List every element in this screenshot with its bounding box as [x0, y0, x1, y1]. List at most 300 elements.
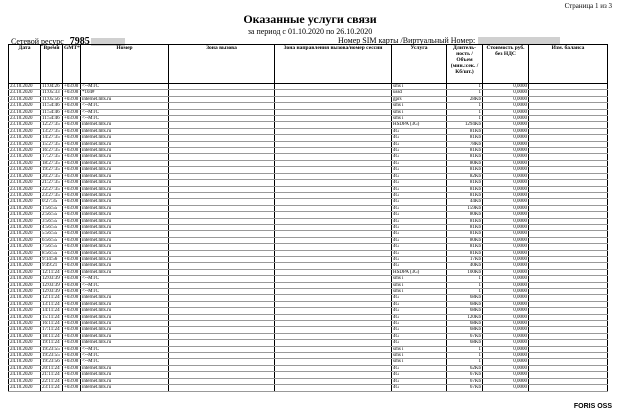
cell-cost: 0,0000 [483, 372, 529, 378]
cell-cost: 0,0000 [483, 103, 529, 109]
cell-service: sms i [392, 346, 447, 352]
cell-time: 13:11:24 [41, 301, 63, 307]
cell-cost: 0,0000 [483, 282, 529, 288]
cell-gmt: +03:00 [63, 244, 81, 250]
cell-number: internet.mts.ru [81, 173, 169, 179]
cell-service: sms i [392, 109, 447, 115]
cell-service: 4G [392, 295, 447, 301]
cell-date: 24.10.2020 [9, 378, 41, 384]
cell-date: 24.10.2020 [9, 276, 41, 282]
cell-time: 11:54:46 [41, 109, 63, 115]
cell-time: 15:27:35 [41, 141, 63, 147]
cell-service: 4G [392, 244, 447, 250]
cell-gmt: +03:00 [63, 250, 81, 256]
cell-service: 4G [392, 205, 447, 211]
cell-cost: 0,0000 [483, 250, 529, 256]
cell-service: 4G [392, 340, 447, 346]
cell-cost: 0,0000 [483, 365, 529, 371]
cell-date: 24.10.2020 [9, 308, 41, 314]
cell-time: 23:11:24 [41, 385, 63, 391]
cell-time: 4:56:55 [41, 224, 63, 230]
cell-number: <--МТС [81, 109, 169, 115]
cell-gmt: +03:00 [63, 314, 81, 320]
col-date: Дата [9, 45, 41, 84]
cell-duration: 67Kb [447, 333, 483, 339]
cell-gmt: +03:00 [63, 128, 81, 134]
cell-gmt: +03:00 [63, 205, 81, 211]
cell-time: 13:27:35 [41, 128, 63, 134]
cell-time: 22:27:35 [41, 186, 63, 192]
cell-cost: 0,0000 [483, 148, 529, 154]
cell-cost: 0,0000 [483, 135, 529, 141]
cell-gmt: +03:00 [63, 96, 81, 102]
cell-date: 24.10.2020 [9, 256, 41, 262]
period: за период с 01.10.2020 по 26.10.2020 [247, 27, 373, 36]
cell-number: *104# [81, 90, 169, 96]
cell-service: 4G [392, 231, 447, 237]
cell-date: 23.10.2020 [9, 180, 41, 186]
cell-service: 4G [392, 314, 447, 320]
cell-gmt: +03:00 [63, 231, 81, 237]
cell-cost: 0,0000 [483, 263, 529, 269]
cell-cost: 0,0000 [483, 340, 529, 346]
cell-duration: 40Kb [447, 263, 483, 269]
cell-service: 4G [392, 186, 447, 192]
cell-number: internet.mts.ru [81, 128, 169, 134]
cell-duration: 68Kb [447, 321, 483, 327]
cell-date: 24.10.2020 [9, 218, 41, 224]
cell-number: internet.mts.ru [81, 237, 169, 243]
cell-time: 7:56:55 [41, 244, 63, 250]
cell-gmt: +03:00 [63, 263, 81, 269]
cell-time: 11:05:56 [41, 96, 63, 102]
cell-duration: 1 [447, 276, 483, 282]
cell-service: 4G [392, 365, 447, 371]
cell-service: sms i [392, 276, 447, 282]
cell-gmt: +03:00 [63, 199, 81, 205]
cell-gmt: +03:00 [63, 212, 81, 218]
cell-gmt: +03:00 [63, 218, 81, 224]
cell-time: 12:11:24 [41, 269, 63, 275]
cell-service: 4G [392, 378, 447, 384]
cell-cost: 0,0000 [483, 141, 529, 147]
col-direction: Зона направления вызова/номер сессии [275, 45, 392, 84]
cell-gmt: +03:00 [63, 353, 81, 359]
cell-duration: 1 [447, 289, 483, 295]
cell-gmt: +03:00 [63, 282, 81, 288]
cell-gmt: +03:00 [63, 340, 81, 346]
cell-gmt: +03:00 [63, 141, 81, 147]
cell-time: 19:11:24 [41, 340, 63, 346]
cell-duration: 81Kb [447, 250, 483, 256]
cell-cost: 0,0000 [483, 96, 529, 102]
cell-time: 8:56:55 [41, 250, 63, 256]
cell-service: sms i [392, 116, 447, 122]
cell-date: 23.10.2020 [9, 160, 41, 166]
cell-service: 4G [392, 301, 447, 307]
cell-duration: 159Kb [447, 205, 483, 211]
cell-direction [275, 385, 392, 391]
cell-gmt: +03:00 [63, 237, 81, 243]
cell-number: <--МТС [81, 346, 169, 352]
cell-cost: 0,0000 [483, 192, 529, 198]
cell-gmt: +03:00 [63, 116, 81, 122]
cell-duration: 28Kb [447, 96, 483, 102]
cell-duration: 67Kb [447, 385, 483, 391]
cell-cost: 0,0000 [483, 167, 529, 173]
cell-duration: 78Kb [447, 141, 483, 147]
cell-service: 4G [392, 263, 447, 269]
col-duration: Длитель-ность /Объем (мин.:сек. /Кб/шт.) [447, 45, 483, 84]
cell-date: 23.10.2020 [9, 141, 41, 147]
cell-service: 4G [392, 224, 447, 230]
cell-duration: 81Kb [447, 128, 483, 134]
cell-cost: 0,0000 [483, 256, 529, 262]
cell-balance [529, 385, 608, 391]
cell-cost: 0,0000 [483, 289, 529, 295]
cell-gmt: +03:00 [63, 160, 81, 166]
cell-gmt: +03:00 [63, 90, 81, 96]
cell-cost: 0,0000 [483, 276, 529, 282]
cell-cost: 0,0000 [483, 353, 529, 359]
cell-service: 4G [392, 372, 447, 378]
cell-number: internet.mts.ru [81, 250, 169, 256]
cell-number: internet.mts.ru [81, 314, 169, 320]
cell-number: <--МТС [81, 359, 169, 365]
cell-duration: 120Kb [447, 314, 483, 320]
cell-duration: 68Kb [447, 327, 483, 333]
cell-number: internet.mts.ru [81, 212, 169, 218]
cell-cost: 0,0000 [483, 218, 529, 224]
cell-date: 24.10.2020 [9, 199, 41, 205]
cell-duration: 80Kb [447, 237, 483, 243]
cell-time: 2:56:55 [41, 212, 63, 218]
cell-date: 24.10.2020 [9, 340, 41, 346]
cell-number: <--МТС [81, 282, 169, 288]
cell-date: 24.10.2020 [9, 282, 41, 288]
col-balance: Изм. баланса [529, 45, 608, 84]
footer-brand: FORIS OSS [573, 403, 612, 410]
cell-cost: 0,0000 [483, 321, 529, 327]
cell-service: 4G [392, 199, 447, 205]
cell-number: internet.mts.ru [81, 365, 169, 371]
cell-duration: 1 [447, 84, 483, 90]
cell-gmt: +03:00 [63, 122, 81, 128]
cell-duration: 81Kb [447, 186, 483, 192]
cell-service: sms i [392, 84, 447, 90]
cell-duration: 67Kb [447, 372, 483, 378]
cell-duration: 1 [447, 103, 483, 109]
cell-date: 24.10.2020 [9, 295, 41, 301]
cell-number: internet.mts.ru [81, 192, 169, 198]
cell-gmt: +03:00 [63, 135, 81, 141]
cell-date: 24.10.2020 [9, 333, 41, 339]
cell-duration: 68Kb [447, 301, 483, 307]
cell-cost: 0,0000 [483, 154, 529, 160]
cell-gmt: +03:00 [63, 327, 81, 333]
cell-time: 14:11:24 [41, 308, 63, 314]
cell-date: 23.10.2020 [9, 167, 41, 173]
cell-duration: 1 [447, 116, 483, 122]
cell-service: 4G [392, 308, 447, 314]
cell-date: 23.10.2020 [9, 186, 41, 192]
cell-gmt: +03:00 [63, 192, 81, 198]
page-number: Страница 1 из 3 [564, 2, 612, 10]
cell-date: 24.10.2020 [9, 353, 41, 359]
col-gmt: GMT* [63, 45, 81, 84]
cell-duration: 81Kb [447, 244, 483, 250]
cell-service: 4G [392, 327, 447, 333]
cell-date: 24.10.2020 [9, 231, 41, 237]
cell-cost: 0,0000 [483, 160, 529, 166]
cell-time: 20:27:35 [41, 173, 63, 179]
cell-time: 12:11:24 [41, 295, 63, 301]
cell-service: 4G [392, 385, 447, 391]
cell-gmt: +03:00 [63, 308, 81, 314]
cell-time: 22:11:24 [41, 378, 63, 384]
cell-time: 23:27:35 [41, 192, 63, 198]
cell-time: 12:27:35 [41, 122, 63, 128]
cell-number: internet.mts.ru [81, 122, 169, 128]
cell-duration: 1 [447, 353, 483, 359]
cell-cost: 0,0000 [483, 346, 529, 352]
cell-time: 14:27:35 [41, 135, 63, 141]
cell-number: internet.mts.ru [81, 308, 169, 314]
cell-cost: 0,0000 [483, 199, 529, 205]
cell-cost: 0,0000 [483, 116, 529, 122]
table-row [9, 385, 608, 391]
cell-duration: 68Kb [447, 308, 483, 314]
cell-number: internet.mts.ru [81, 148, 169, 154]
cell-number: internet.mts.ru [81, 96, 169, 102]
cell-cost: 0,0000 [483, 327, 529, 333]
cell-duration: 68Kb [447, 340, 483, 346]
cell-cost: 0,0000 [483, 308, 529, 314]
cell-duration: 1294Kb [447, 122, 483, 128]
cell-service: 4G [392, 154, 447, 160]
cell-number: internet.mts.ru [81, 135, 169, 141]
cell-duration: 81Kb [447, 180, 483, 186]
cell-gmt: +03:00 [63, 295, 81, 301]
cell-duration: 1 [447, 90, 483, 96]
cell-date: 23.10.2020 [9, 103, 41, 109]
cell-service: 4G [392, 192, 447, 198]
cell-number: internet.mts.ru [81, 256, 169, 262]
cell-duration: 17Kb [447, 256, 483, 262]
cell-duration: 1 [447, 282, 483, 288]
cell-duration: 81Kb [447, 148, 483, 154]
cell-gmt: +03:00 [63, 84, 81, 90]
cell-number: <--МТС [81, 353, 169, 359]
cell-number: internet.mts.ru [81, 372, 169, 378]
cell-service: 4G [392, 135, 447, 141]
cell-service: 4G [392, 148, 447, 154]
cell-gmt: +03:00 [63, 321, 81, 327]
cell-gmt: +03:00 [63, 173, 81, 179]
cell-service: gprs [392, 96, 447, 102]
cell-number: internet.mts.ru [81, 327, 169, 333]
col-service: Услуга [392, 45, 447, 84]
cell-duration: 81Kb [447, 135, 483, 141]
cell-number: internet.mts.ru [81, 180, 169, 186]
cell-number: internet.mts.ru [81, 186, 169, 192]
cell-cost: 0,0000 [483, 186, 529, 192]
cell-date: 24.10.2020 [9, 237, 41, 243]
cell-gmt: +03:00 [63, 346, 81, 352]
cell-cost: 0,0000 [483, 237, 529, 243]
cell-number: internet.mts.ru [81, 160, 169, 166]
sim-label: Номер SIM карты /Виртуальный Номер: [338, 36, 476, 45]
cell-duration: 81Kb [447, 231, 483, 237]
cell-time: 12:03:39 [41, 289, 63, 295]
cell-cost: 0,0000 [483, 378, 529, 384]
cell-date: 24.10.2020 [9, 385, 41, 391]
cell-number: internet.mts.ru [81, 218, 169, 224]
cell-time: 12:03:39 [41, 276, 63, 282]
cell-number: <--МТС [81, 289, 169, 295]
cell-date: 24.10.2020 [9, 321, 41, 327]
cell-zone [169, 385, 275, 391]
cell-cost: 0,0000 [483, 173, 529, 179]
cell-gmt: +03:00 [63, 103, 81, 109]
cell-gmt: +03:00 [63, 154, 81, 160]
cell-cost: 0,0000 [483, 224, 529, 230]
cell-cost: 0,0000 [483, 90, 529, 96]
table-header [9, 45, 608, 84]
cell-duration: 80Kb [447, 160, 483, 166]
cell-time: 17:27:35 [41, 154, 63, 160]
cell-date: 23.10.2020 [9, 84, 41, 90]
cell-service: ussd [392, 90, 447, 96]
cell-time: 5:56:55 [41, 231, 63, 237]
cell-date: 24.10.2020 [9, 205, 41, 211]
cell-date: 24.10.2020 [9, 224, 41, 230]
cell-date: 24.10.2020 [9, 359, 41, 365]
cell-gmt: +03:00 [63, 276, 81, 282]
cell-date: 24.10.2020 [9, 327, 41, 333]
cell-time: 16:11:24 [41, 321, 63, 327]
col-zone: Зона вызова [169, 45, 275, 84]
cell-number: internet.mts.ru [81, 231, 169, 237]
cell-number: internet.mts.ru [81, 385, 169, 391]
cell-cost: 0,0000 [483, 301, 529, 307]
cell-duration: 81Kb [447, 224, 483, 230]
document-title: Оказанные услуги связи [243, 12, 377, 26]
cell-number: internet.mts.ru [81, 340, 169, 346]
cell-number: <--МТС [81, 103, 169, 109]
cell-time: 11:54:46 [41, 116, 63, 122]
cell-service: 4G [392, 250, 447, 256]
cell-service: 4G [392, 173, 447, 179]
cell-duration: 62Kb [447, 365, 483, 371]
cell-gmt: +03:00 [63, 365, 81, 371]
cell-service: HSDPA (3G) [392, 122, 447, 128]
cell-date: 24.10.2020 [9, 314, 41, 320]
cell-cost: 0,0000 [483, 180, 529, 186]
cell-gmt: +03:00 [63, 109, 81, 115]
cell-date: 23.10.2020 [9, 173, 41, 179]
cell-time: 3:56:55 [41, 218, 63, 224]
cell-duration: 1 [447, 359, 483, 365]
cell-cost: 0,0000 [483, 109, 529, 115]
cell-service: 4G [392, 321, 447, 327]
cell-service: sms i [392, 359, 447, 365]
cell-date: 23.10.2020 [9, 128, 41, 134]
cell-duration: 81Kb [447, 154, 483, 160]
cell-gmt: +03:00 [63, 372, 81, 378]
cell-time: 19:23:55 [41, 346, 63, 352]
cell-duration: 81Kb [447, 167, 483, 173]
cell-time: 0:27:35 [41, 199, 63, 205]
cell-date: 23.10.2020 [9, 96, 41, 102]
cell-service: 4G [392, 333, 447, 339]
cell-date: 24.10.2020 [9, 212, 41, 218]
cell-number: internet.mts.ru [81, 263, 169, 269]
cell-cost: 0,0000 [483, 122, 529, 128]
cell-time: 11:54:46 [41, 103, 63, 109]
cell-duration: 67Kb [447, 378, 483, 384]
cell-duration: 80Kb [447, 212, 483, 218]
cell-time: 11:04:26 [41, 84, 63, 90]
cell-cost: 0,0000 [483, 128, 529, 134]
services-table [8, 44, 608, 392]
table-body [9, 84, 608, 392]
cell-time: 21:11:24 [41, 372, 63, 378]
cell-gmt: +03:00 [63, 385, 81, 391]
col-time: Время [41, 45, 63, 84]
cell-cost: 0,0000 [483, 231, 529, 237]
cell-date: 24.10.2020 [9, 301, 41, 307]
cell-duration: 82Kb [447, 173, 483, 179]
cell-time: 9:49:21 [41, 263, 63, 269]
cell-cost: 0,0000 [483, 205, 529, 211]
cell-duration: 1 [447, 346, 483, 352]
cell-number: internet.mts.ru [81, 269, 169, 275]
cell-time: 1:56:55 [41, 205, 63, 211]
cell-gmt: +03:00 [63, 359, 81, 365]
cell-number: internet.mts.ru [81, 167, 169, 173]
cell-time: 18:27:35 [41, 160, 63, 166]
cell-service: 4G [392, 212, 447, 218]
cell-service: 4G [392, 160, 447, 166]
cell-date: 24.10.2020 [9, 346, 41, 352]
cell-service: 4G [392, 167, 447, 173]
cell-number: internet.mts.ru [81, 199, 169, 205]
cell-date: 24.10.2020 [9, 263, 41, 269]
cell-cost: 0,0000 [483, 269, 529, 275]
cell-time: 12:03:39 [41, 282, 63, 288]
cell-service: 4G [392, 256, 447, 262]
cell-service: 4G [392, 218, 447, 224]
cell-service: HSDPA (3G) [392, 269, 447, 275]
cell-time: 21:27:35 [41, 180, 63, 186]
cell-duration: 100Kb [447, 269, 483, 275]
cell-service: 4G [392, 237, 447, 243]
cell-number: <--МТС [81, 84, 169, 90]
col-number: Номер [81, 45, 169, 84]
cell-number: internet.mts.ru [81, 301, 169, 307]
cell-date: 24.10.2020 [9, 289, 41, 295]
cell-time: 17:11:24 [41, 327, 63, 333]
cell-cost: 0,0000 [483, 84, 529, 90]
cell-gmt: +03:00 [63, 269, 81, 275]
network-resource-label: Сетевой ресурс [11, 37, 64, 46]
cell-duration: 68Kb [447, 295, 483, 301]
cell-number: internet.mts.ru [81, 205, 169, 211]
cell-date: 24.10.2020 [9, 269, 41, 275]
cell-duration: 1 [447, 109, 483, 115]
cell-number: internet.mts.ru [81, 244, 169, 250]
